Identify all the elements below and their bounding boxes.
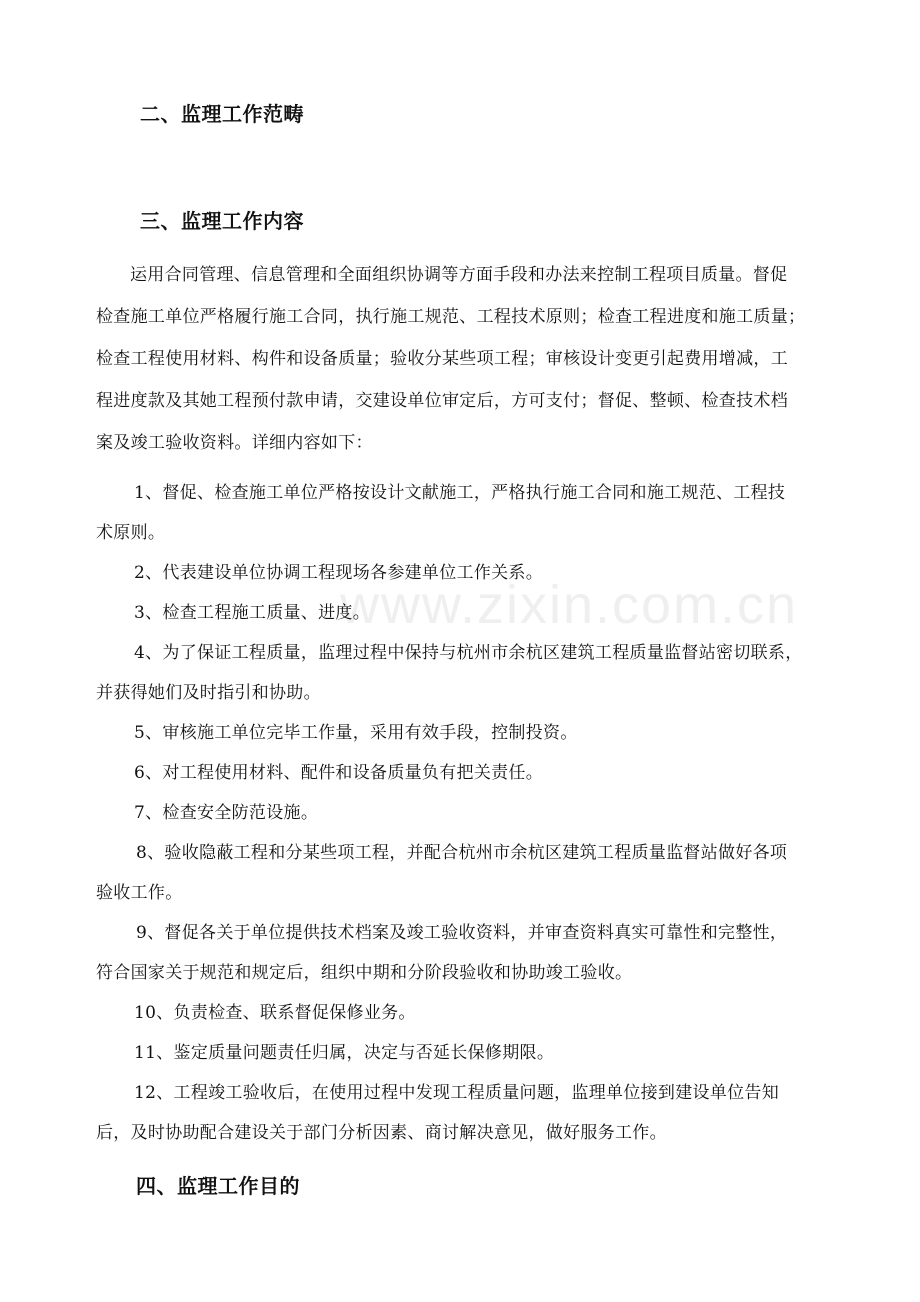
watermark: www.zixin.com.cn (340, 575, 799, 635)
list-item-line: 5、审核施工单位完毕工作量，采用有效手段，控制投资。 (134, 723, 578, 743)
list-item-line: 验收工作。 (96, 883, 183, 903)
intro-line: 案及竣工验收资料。详细内容如下： (96, 433, 373, 453)
list-item-line: 2、代表建设单位协调工程现场各参建单位工作关系。 (134, 563, 544, 583)
list-item-line: 后，及时协助配合建设关于部门分析因素、商讨解决意见，做好服务工作。 (96, 1123, 667, 1143)
list-item-line: 9、督促各关于单位提供技术档案及竣工验收资料，并审查资料真实可靠性和完整性， (136, 923, 788, 943)
list-item-line: 6、对工程使用材料、配件和设备质量负有把关责任。 (134, 763, 544, 783)
list-item-line: 12、工程竣工验收后，在使用过程中发现工程质量问题，监理单位接到建设单位告知 (134, 1083, 780, 1103)
section-heading-4: 四、监理工作目的 (136, 1174, 300, 1198)
list-item-line: 术原则。 (96, 523, 166, 543)
list-item-line: 4、为了保证工程质量，监理过程中保持与杭州市余杭区建筑工程质量监督站密切联系， (134, 643, 803, 663)
list-item-line: 符合国家关于规范和规定后，组织中期和分阶段验收和协助竣工验收。 (96, 963, 633, 983)
intro-line: 运用合同管理、信息管理和全面组织协调等方面手段和办法来控制工程项目质量。督促 (130, 265, 788, 285)
list-item-line: 8、验收隐蔽工程和分某些项工程，并配合杭州市余杭区建筑工程质量监督站做好各项 (136, 843, 788, 863)
list-item-line: 7、检查安全防范设施。 (134, 803, 319, 823)
intro-line: 检查工程使用材料、构件和设备质量；验收分某些项工程；审核设计变更引起费用增减，工 (96, 349, 788, 369)
list-item-line: 3、检查工程施工质量、进度。 (134, 603, 371, 623)
list-item-line: 10、负责检查、联系督促保修业务。 (134, 1003, 416, 1023)
section-heading-3: 三、监理工作内容 (140, 209, 304, 233)
intro-line: 程进度款及其她工程预付款申请，交建设单位审定后，方可支付；督促、整顿、检查技术档 (96, 391, 788, 411)
section-heading-2: 二、监理工作范畴 (140, 102, 304, 126)
list-item-line: 11、鉴定质量问题责任归属，决定与否延长保修期限。 (134, 1043, 555, 1063)
list-item-line: 并获得她们及时指引和协助。 (96, 683, 321, 703)
intro-line: 检查施工单位严格履行施工合同，执行施工规范、工程技术原则；检查工程进度和施工质量； (96, 307, 806, 327)
list-item-line: 1、督促、检查施工单位严格按设计文献施工，严格执行施工合同和施工规范、工程技 (134, 483, 786, 503)
